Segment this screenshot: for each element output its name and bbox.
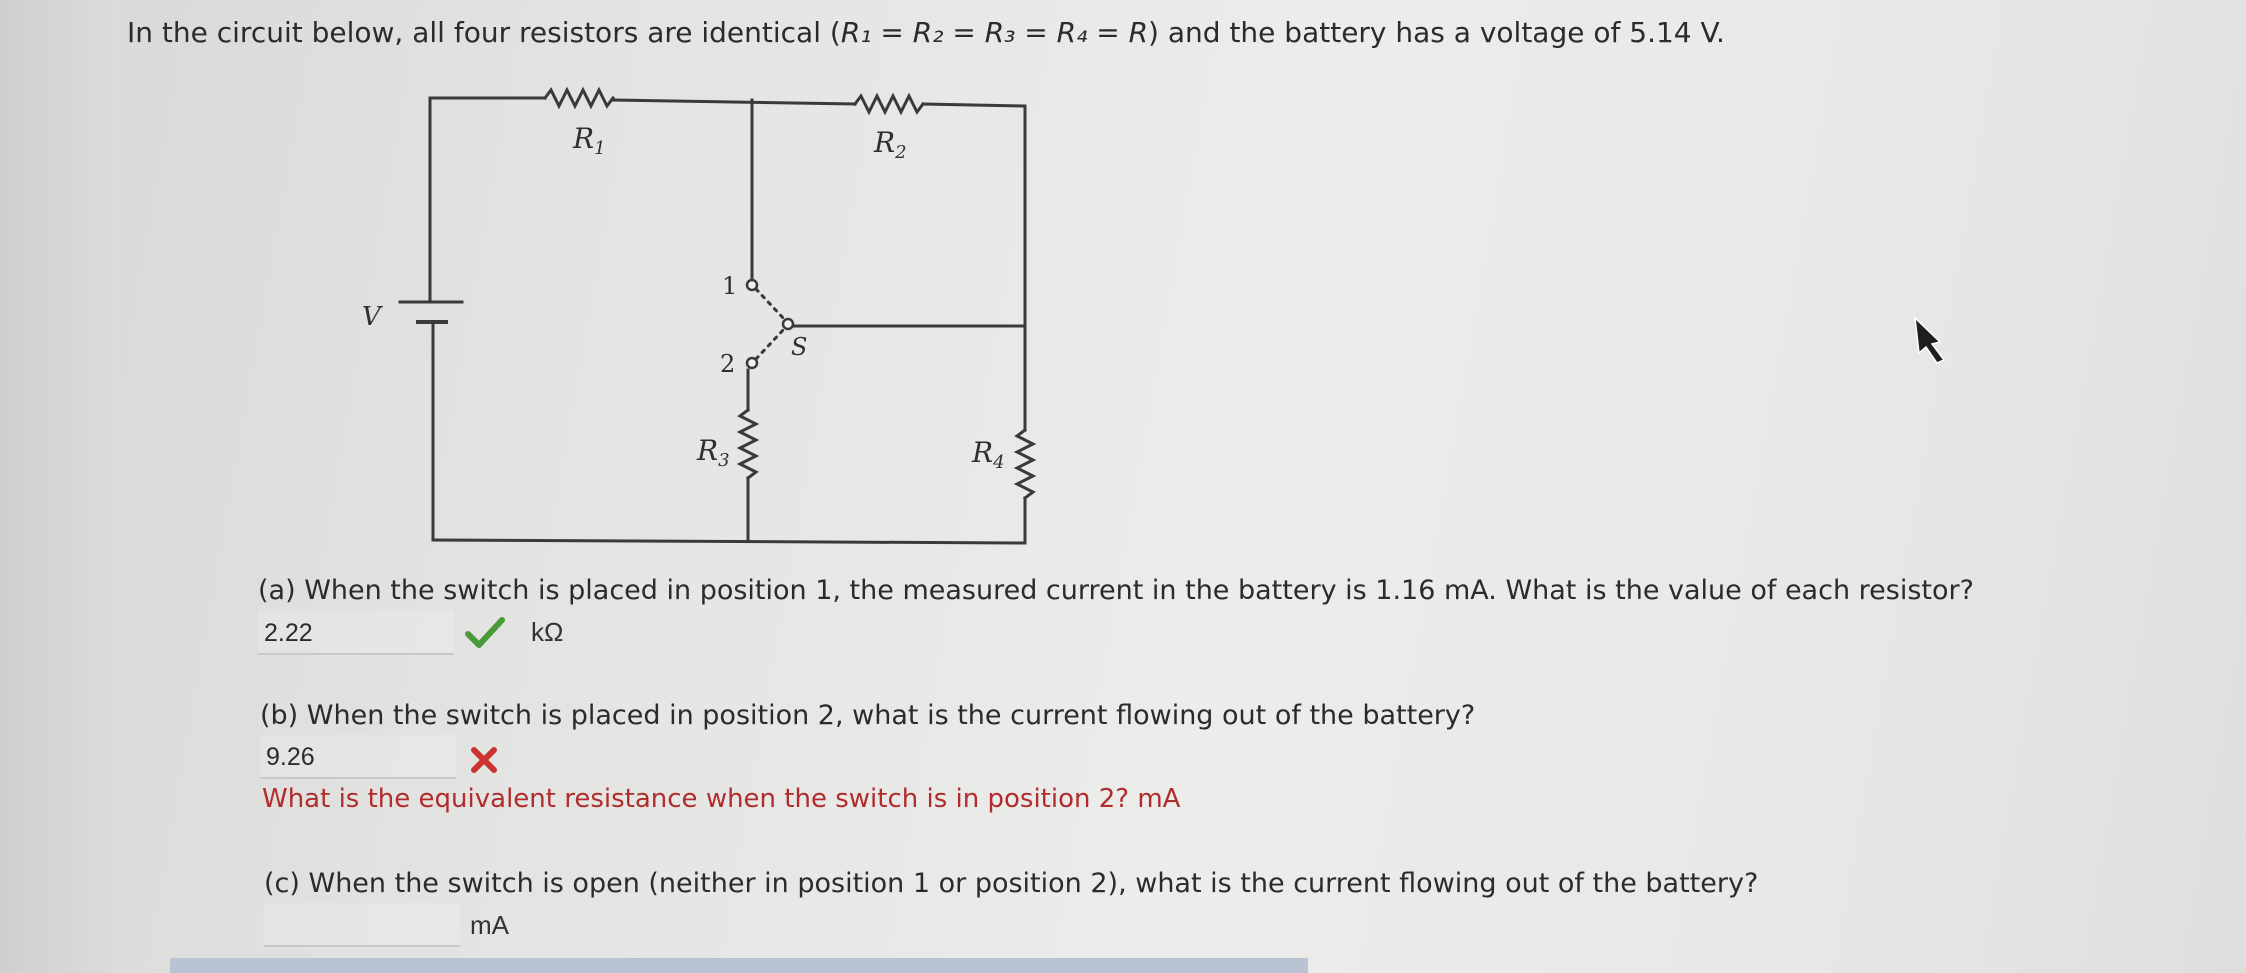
resistor-r1-zigzag bbox=[545, 90, 613, 106]
label-r1: $R_1$ bbox=[573, 122, 606, 159]
switch-arm-to-2 bbox=[756, 328, 785, 359]
wire-top-right bbox=[923, 104, 1025, 106]
label-r2: $R_2$ bbox=[874, 126, 907, 163]
label-v: V bbox=[362, 302, 381, 332]
label-position-2: 2 bbox=[720, 350, 736, 378]
resistor-r3-zigzag bbox=[740, 410, 756, 478]
part-c-question: (c) When the switch is open (neither in position 1 or position 2), what is the current flowing out of the battery? bbox=[264, 868, 1759, 899]
part-a-question: (a) When the switch is placed in position 1, the measured current in the battery is 1.16 mA. What is the value of each resistor? bbox=[258, 575, 1974, 606]
part-a-unit: kΩ bbox=[531, 617, 564, 647]
part-c-unit: mA bbox=[470, 910, 509, 940]
label-position-1: 1 bbox=[722, 272, 738, 300]
wire-top-mid bbox=[613, 100, 855, 104]
part-c-answer-field[interactable] bbox=[264, 903, 460, 947]
switch-pivot bbox=[783, 319, 793, 329]
label-r4: $R_4$ bbox=[972, 436, 1005, 473]
label-r3: $R_3$ bbox=[697, 434, 730, 471]
submit-bar bbox=[170, 958, 1308, 973]
resistor-r2-zigzag bbox=[855, 96, 923, 112]
arrow-cursor-icon bbox=[1915, 318, 1944, 363]
switch-arm-to-1 bbox=[756, 289, 785, 320]
incorrect-x-icon bbox=[469, 745, 499, 775]
part-a-answer-field[interactable]: 2.22 bbox=[258, 611, 454, 655]
wire-bottom bbox=[433, 540, 1025, 543]
part-b-question: (b) When the switch is placed in position 2, what is the current flowing out of the battery? bbox=[260, 700, 1476, 731]
intro-equation: R₁ = R₂ = R₃ = R₄ = R bbox=[840, 16, 1149, 49]
intro-suffix: ) and the battery has a voltage of 5.14 V. bbox=[1148, 16, 1725, 49]
resistor-r4-zigzag bbox=[1017, 430, 1033, 498]
label-s: S bbox=[791, 333, 808, 361]
part-b-answer-field[interactable]: 9.26 bbox=[260, 735, 456, 779]
part-b-hint: What is the equivalent resistance when the switch is in position 2? mA bbox=[262, 784, 1181, 814]
intro-prefix: In the circuit below, all four resistors are identical ( bbox=[127, 16, 841, 49]
correct-check-icon bbox=[465, 616, 505, 650]
